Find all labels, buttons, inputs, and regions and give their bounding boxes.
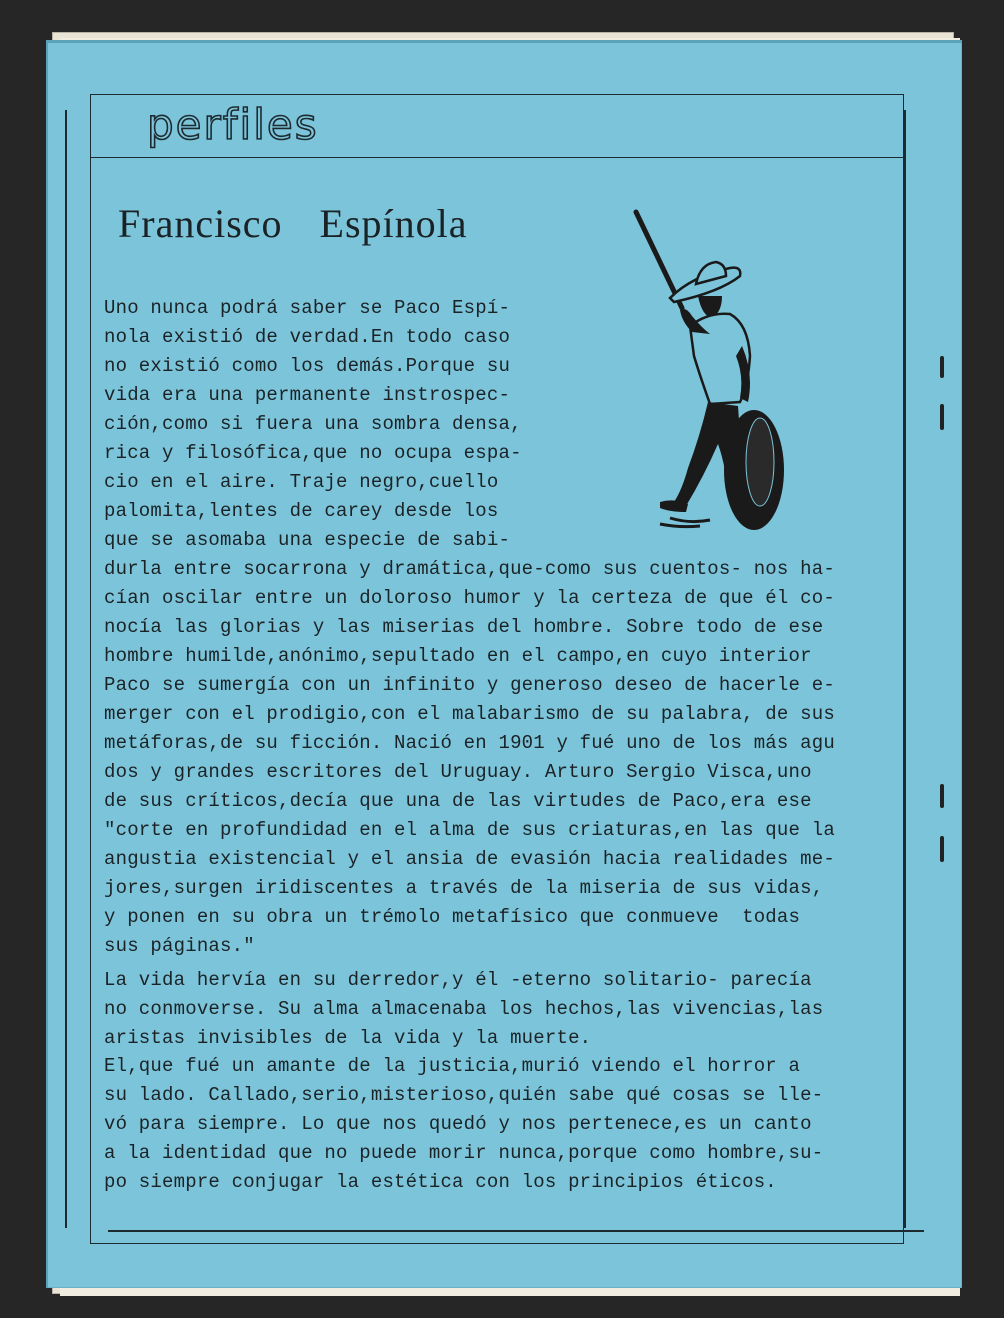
magazine-page <box>46 40 962 1288</box>
staple-mark <box>940 404 944 430</box>
article-paragraph: Uno nunca podrá saber se Paco Espí- nola existió de verdad.En todo caso no existió como los demás.Porque su vida era una permanente instrospec- ción,como si fuera una sombra densa, rica y filosófica,que no ocupa espa- cio en el aire. Traje negro,cuello palomita,lentes de carey desde los que se asomaba una especie de sabi- durla entre socarrona y dramática,que-como sus cuentos- nos ha- cían oscilar entre un doloroso humor y la certeza de que él co- nocía las glorias y las miserias del hombre. Sobre todo de ese hombre humilde,anónimo,sepultado en el campo,en cuyo interior Paco se sumergía con un infinito y generoso deseo de hacerle e- merger con el prodigio,con el malabarismo de su palabra, de sus metáforas,de su ficción. Nació en 1901 y fué uno de los más agu dos y grandes escritores del Uruguay. Arturo Sergio Visca,uno de sus críticos,decía que una de las virtudes de Paco,era ese "corte en profundidad en el alma de sus criaturas,en las que la angustia existencial y el ansia de evasión hacia realidades me- jores,surgen iridiscentes a través de la miseria de sus vidas, y ponen en su obra un trémolo metafísico que conmueve todas sus páginas." <box>104 297 835 957</box>
frame-right-rule <box>904 110 906 1228</box>
article-paragraph: La vida hervía en su derredor,y él -eterno solitario- parecía no conmoverse. Su alma almacenaba los hechos,las vivencias,las aristas invisibles de la vida y la muerte. <box>104 969 824 1049</box>
frame-left-rule <box>65 110 67 1228</box>
article-title: Francisco Espínola <box>118 201 468 246</box>
article-paragraph: El,que fué un amante de la justicia,murió viendo el horror a su lado. Callado,serio,misterioso,quién sabe qué cosas se lle- vó para siempre. Lo que nos quedó y nos pertenece,es un canto a la identidad que no puede morir nunca,porque como hombre,su- po siempre conjugar la estética con los principios éticos. <box>104 1055 824 1193</box>
frame-bottom-rule <box>108 1230 924 1232</box>
section-label: perfiles <box>147 100 319 149</box>
staple-mark <box>940 836 944 862</box>
section-header <box>91 95 903 158</box>
staple-mark <box>940 356 944 378</box>
staple-mark <box>940 784 944 808</box>
